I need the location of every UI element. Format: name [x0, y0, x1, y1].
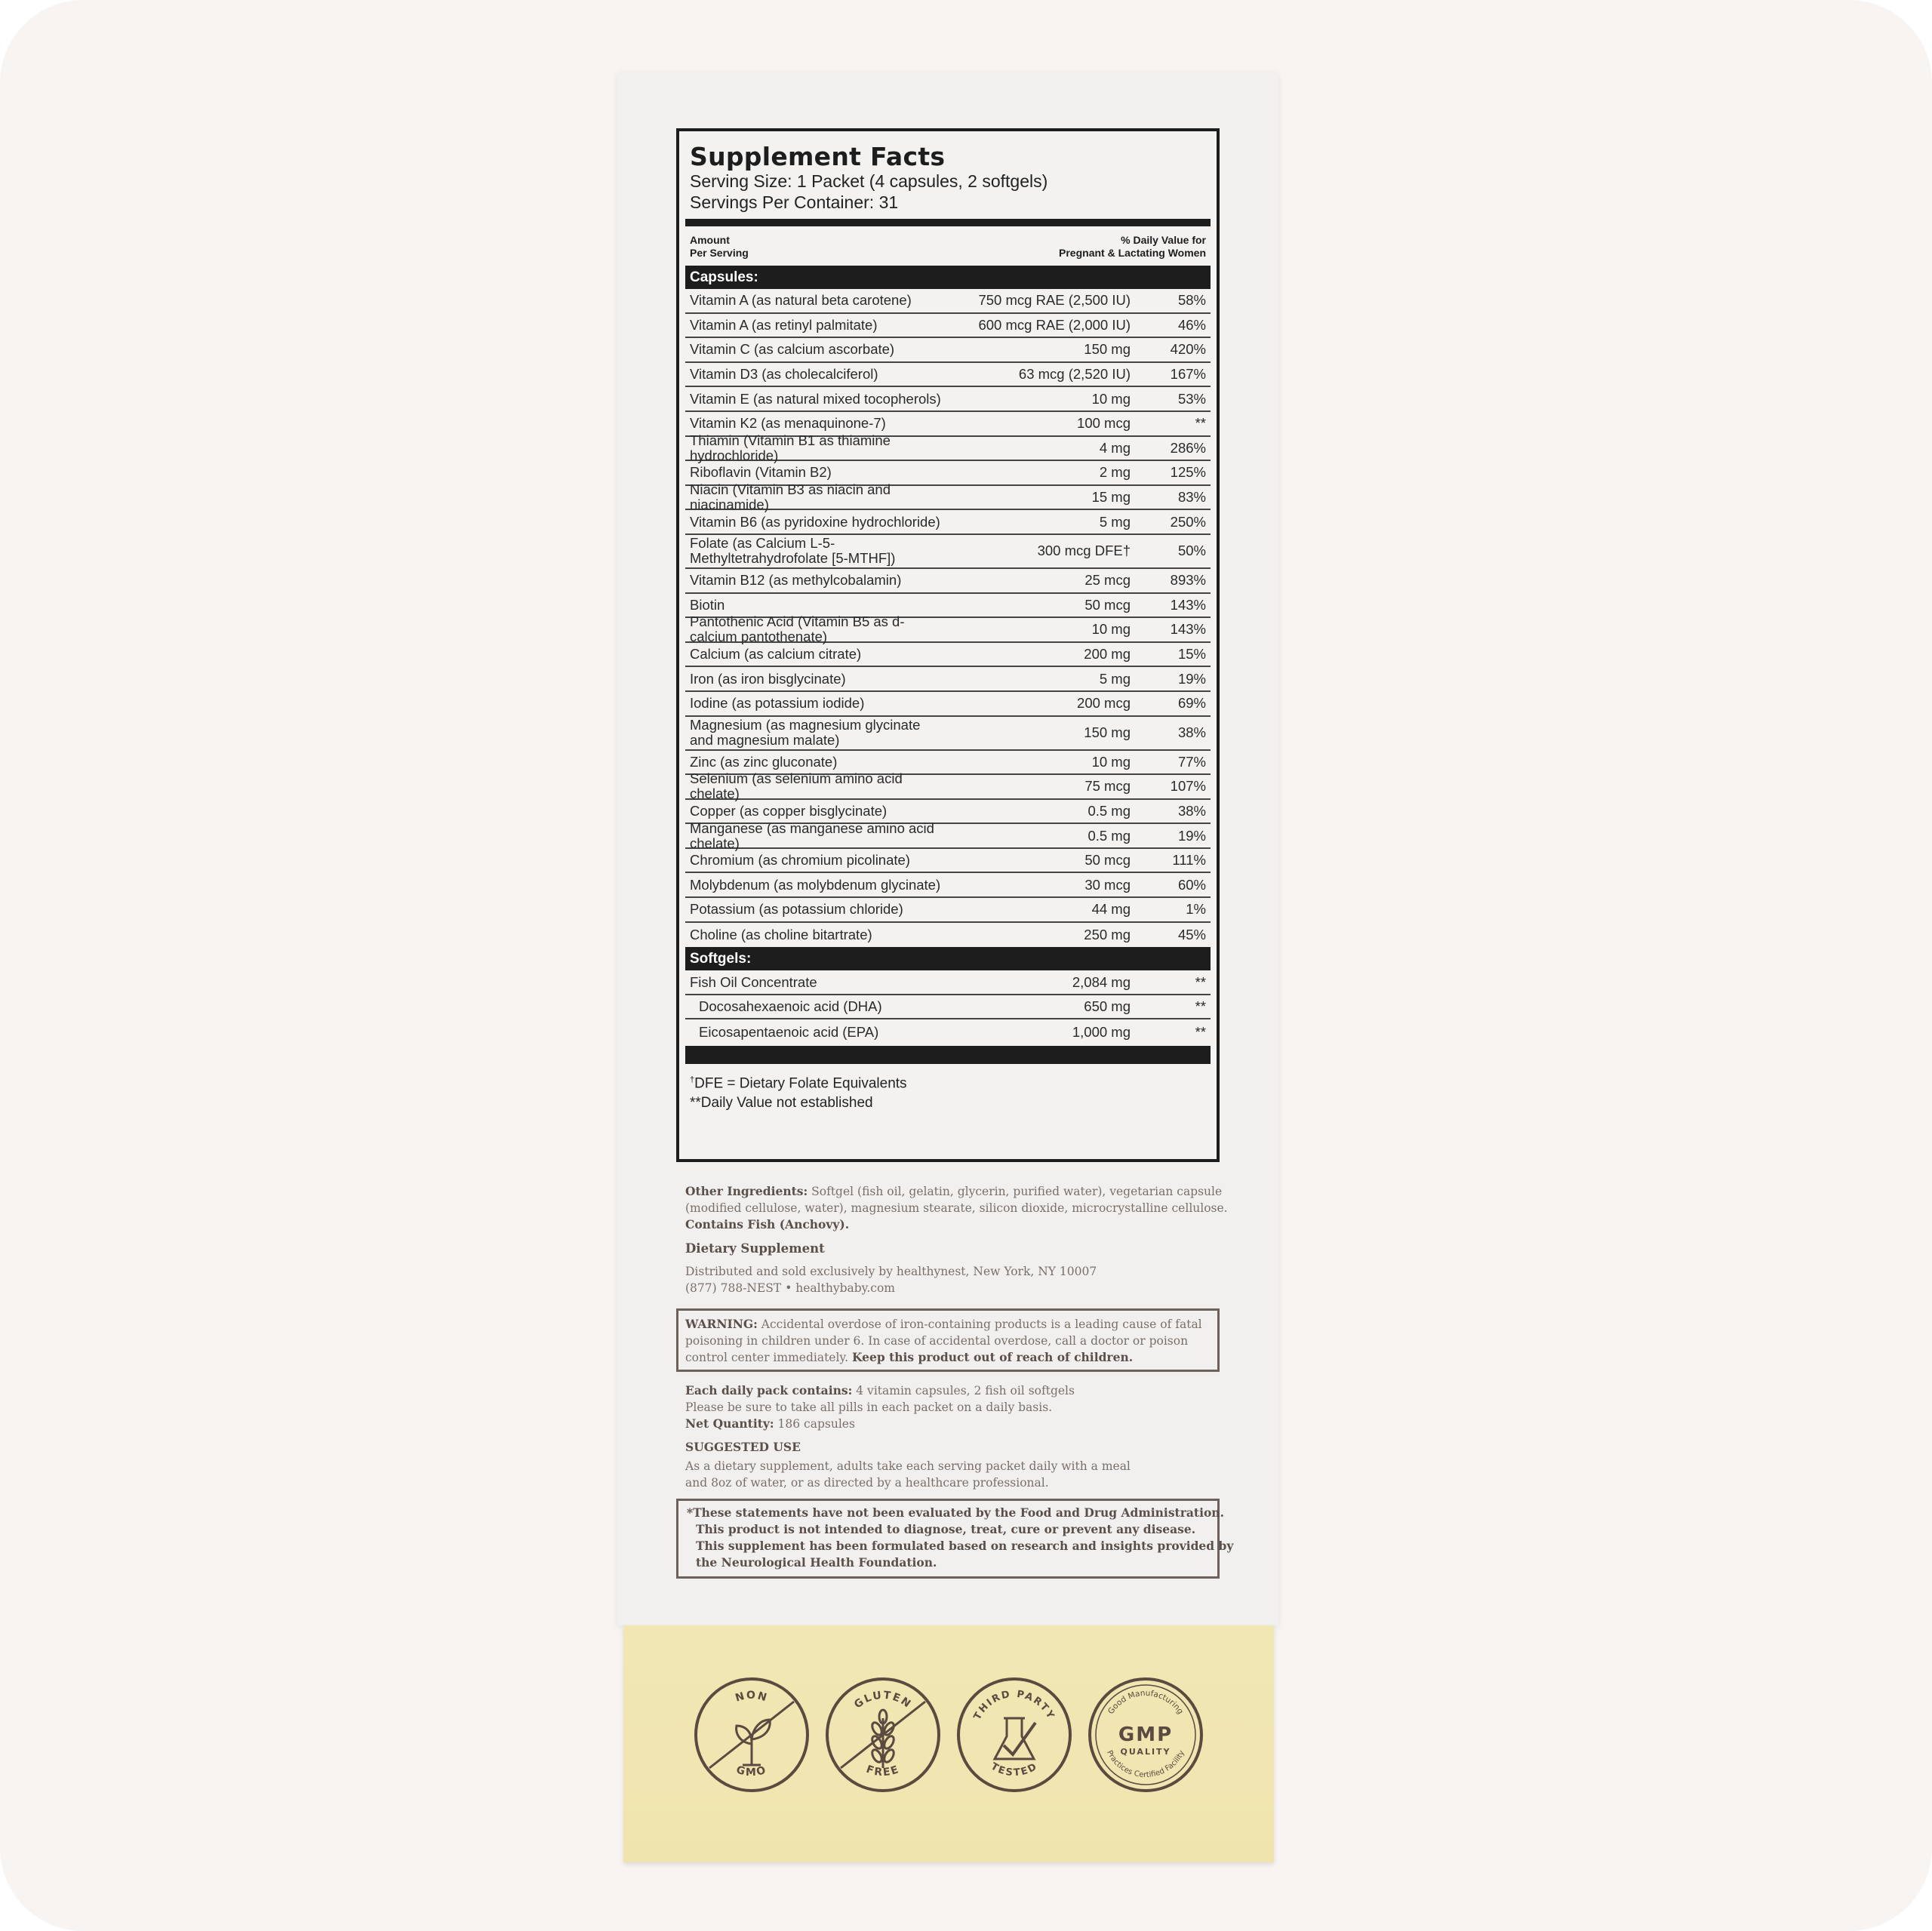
nutrient-daily-value: 58%	[1177, 292, 1206, 309]
nutrient-name: Docosahexaenoic acid (DHA)	[699, 998, 882, 1015]
nutrient-amount: 2 mg	[1099, 464, 1131, 481]
nutrient-name: Vitamin C (as calcium ascorbate)	[690, 341, 895, 358]
flask-check-icon	[955, 1676, 1073, 1794]
gmp-quality-badge	[1087, 1676, 1204, 1794]
nutrient-daily-value: 38%	[1177, 724, 1206, 740]
nutrient-name: Vitamin B12 (as methylcobalamin)	[690, 572, 902, 589]
dv-header-2: Pregnant & Lactating Women	[1059, 247, 1206, 259]
table-row	[685, 338, 1211, 363]
table-row	[685, 923, 1211, 948]
table-row	[685, 613, 1211, 645]
svg-text:GLUTEN: GLUTEN	[852, 1689, 914, 1711]
footnote-dfe: †DFE = Dietary Folate Equivalents	[690, 1075, 907, 1092]
dietary-supplement-label: Dietary Supplement	[685, 1241, 825, 1256]
table-row	[685, 289, 1211, 314]
pack-contents: Each daily pack contains: 4 vitamin capsules, 2 fish oil softgels Please be sure to take all pills in each packet on a daily basis. Net Quantity: 186 capsules	[685, 1383, 1075, 1431]
nutrient-amount: 0.5 mg	[1088, 802, 1131, 819]
column-header	[685, 226, 1211, 266]
nutrient-name: Magnesium (as magnesium glycinate and magnesium malate)	[690, 717, 921, 748]
nutrient-daily-value: 1%	[1186, 901, 1206, 918]
third-party-tested-badge	[955, 1676, 1073, 1794]
nutrient-name: Folate (as Calcium L-5- Methyltetrahydrofolate [5-MTHF])	[690, 535, 896, 567]
gluten-free-badge	[824, 1676, 942, 1794]
nutrient-name: Niacin (Vitamin B3 as niacin and niacinamide)	[690, 481, 891, 513]
softgels-section-label: Softgels:	[685, 947, 1211, 970]
svg-text:Good Manufacturing: Good Manufacturing	[1106, 1688, 1186, 1716]
nutrient-daily-value: **	[1195, 415, 1206, 432]
non-gmo-icon	[693, 1676, 811, 1794]
table-row	[685, 314, 1211, 339]
nutrient-daily-value: 420%	[1170, 341, 1206, 358]
table-row	[685, 970, 1211, 995]
softgels-table	[685, 970, 1211, 1044]
nutrient-name: Molybdenum (as molybdenum glycinate)	[690, 876, 941, 893]
nutrient-amount: 10 mg	[1091, 390, 1131, 407]
servings-per-container: Servings Per Container: 31	[690, 192, 899, 212]
nutrient-amount: 25 mcg	[1084, 572, 1131, 589]
nutrient-daily-value: 143%	[1170, 621, 1206, 638]
nutrient-amount: 650 mg	[1084, 998, 1131, 1015]
nutrient-amount: 750 mcg RAE (2,500 IU)	[978, 292, 1131, 309]
serving-size: Serving Size: 1 Packet (4 capsules, 2 softgels)	[690, 171, 1048, 191]
nutrient-daily-value: 893%	[1170, 572, 1206, 589]
nutrient-name: Choline (as choline bitartrate)	[690, 926, 872, 942]
table-row	[685, 898, 1211, 923]
nutrient-amount: 15 mg	[1091, 489, 1131, 506]
nutrient-name: Riboflavin (Vitamin B2)	[690, 464, 832, 481]
table-row	[685, 995, 1211, 1020]
warning-text: WARNING: Accidental overdose of iron-containing products is a leading cause of fatal poisoning in children under 6. In case of accidental overdose, call a doctor or poison control center immediately. Keep this product out of reach of children.	[685, 1317, 1202, 1364]
svg-text:GMO: GMO	[734, 1763, 769, 1779]
nutrient-name: Manganese (as manganese amino acid chelate)	[690, 819, 934, 851]
capsules-section-label: Capsules:	[685, 266, 1211, 289]
svg-text:NON: NON	[734, 1690, 770, 1705]
nutrient-name: Zinc (as zinc gluconate)	[690, 753, 838, 770]
nutrient-daily-value: **	[1195, 1023, 1206, 1040]
nutrient-name: Vitamin D3 (as cholecalciferol)	[690, 366, 878, 383]
table-row	[685, 667, 1211, 692]
nutrient-name: Iron (as iron bisglycinate)	[690, 670, 846, 687]
nutrient-daily-value: 45%	[1177, 926, 1206, 942]
nutrient-amount: 150 mg	[1084, 724, 1131, 740]
nutrient-daily-value: 286%	[1170, 439, 1206, 456]
table-row	[685, 849, 1211, 874]
table-row	[685, 363, 1211, 388]
nutrient-amount: 1,000 mg	[1072, 1023, 1131, 1040]
nutrient-amount: 600 mcg RAE (2,000 IU)	[978, 316, 1131, 333]
nutrient-amount: 10 mg	[1091, 621, 1131, 638]
nutrient-name: Eicosapentaenoic acid (EPA)	[699, 1023, 879, 1040]
nutrient-amount: 300 mcg DFE†	[1037, 543, 1131, 559]
svg-text:TESTED: TESTED	[989, 1760, 1040, 1779]
nutrient-amount: 250 mg	[1084, 926, 1131, 942]
suggested-use-heading: SUGGESTED USE	[685, 1440, 801, 1454]
svg-text:QUALITY: QUALITY	[1120, 1747, 1171, 1757]
svg-text:GMP: GMP	[1118, 1723, 1174, 1746]
nutrient-amount: 63 mcg (2,520 IU)	[1018, 366, 1131, 383]
nutrient-name: Vitamin A (as retinyl palmitate)	[690, 316, 878, 333]
nutrient-daily-value: 46%	[1177, 316, 1206, 333]
nutrient-name: Vitamin E (as natural mixed tocopherols)	[690, 390, 941, 407]
svg-text:Practices Certified Facility: Practices Certified Facility	[1105, 1749, 1186, 1780]
nutrient-daily-value: 15%	[1177, 646, 1206, 663]
nutrient-daily-value: 111%	[1172, 852, 1206, 869]
nutrient-amount: 0.5 mg	[1088, 827, 1131, 844]
table-row	[685, 770, 1211, 802]
gmp-seal-icon	[1087, 1676, 1204, 1794]
nutrient-amount: 75 mcg	[1084, 778, 1131, 795]
table-row	[685, 432, 1211, 463]
non-gmo-badge	[693, 1676, 811, 1794]
nutrient-daily-value: 69%	[1177, 695, 1206, 712]
nutrient-name: Pantothenic Acid (Vitamin B5 as d-calcium pantothenate)	[690, 613, 905, 645]
thick-rule-bottom	[685, 1046, 1211, 1064]
nutrient-name: Selenium (as selenium amino acid chelate)	[690, 770, 903, 802]
fda-disclaimer-text: *These statements have not been evaluated by the Food and Drug Administration. This product is not intended to diagnose, treat, cure or prevent any disease. This supplement has been formulated based on research and insights provided by the Neurological Health Foundation.	[687, 1505, 1234, 1570]
nutrient-amount: 5 mg	[1099, 513, 1131, 530]
nutrient-daily-value: 19%	[1177, 670, 1206, 687]
suggested-use-text: As a dietary supplement, adults take each serving packet daily with a meal and 8oz of water, or as directed by a healthcare professional.	[685, 1459, 1131, 1490]
nutrient-daily-value: 250%	[1170, 513, 1206, 530]
nutrient-amount: 5 mg	[1099, 670, 1131, 687]
nutrient-daily-value: 107%	[1170, 778, 1206, 795]
wheat-icon	[824, 1676, 942, 1794]
svg-text:FREE: FREE	[864, 1763, 902, 1779]
nutrient-name: Vitamin A (as natural beta carotene)	[690, 292, 912, 309]
table-row	[685, 535, 1211, 569]
nutrient-name: Calcium (as calcium citrate)	[690, 646, 862, 663]
table-row	[685, 481, 1211, 513]
nutrient-name: Fish Oil Concentrate	[690, 973, 817, 990]
nutrient-daily-value: 19%	[1177, 827, 1206, 844]
table-row	[685, 819, 1211, 851]
thick-rule	[685, 219, 1211, 226]
nutrient-name: Chromium (as chromium picolinate)	[690, 852, 910, 869]
table-row	[685, 643, 1211, 668]
nutrient-daily-value: 125%	[1170, 464, 1206, 481]
svg-text:THIRD PARTY: THIRD PARTY	[971, 1688, 1057, 1722]
nutrient-name: Potassium (as potassium chloride)	[690, 901, 903, 918]
nutrient-amount: 100 mcg	[1077, 415, 1131, 432]
table-row	[685, 387, 1211, 412]
amount-header-2: Per Serving	[690, 247, 749, 259]
dv-header-1: % Daily Value for	[1121, 234, 1206, 246]
facts-title: Supplement Facts	[690, 142, 946, 171]
nutrient-amount: 30 mcg	[1084, 876, 1131, 893]
nutrient-name: Biotin	[690, 596, 725, 613]
nutrient-daily-value: **	[1195, 998, 1206, 1015]
table-row	[685, 717, 1211, 751]
other-ingredients: Other Ingredients: Softgel (fish oil, gelatin, glycerin, purified water), vegetarian capsule (modified cellulose, water), magnesium stearate, silicon dioxide, microcrystalline cellulose. Contains Fish (Anchovy).	[685, 1184, 1228, 1231]
nutrient-daily-value: 143%	[1170, 596, 1206, 613]
distributor-info: Distributed and sold exclusively by healthynest, New York, NY 10007 (877) 788-NEST • healthybaby.com	[685, 1265, 1097, 1295]
footnote-dv: **Daily Value not established	[690, 1095, 873, 1112]
nutrient-daily-value: 38%	[1177, 802, 1206, 819]
table-row	[685, 1019, 1211, 1044]
nutrient-daily-value: 83%	[1177, 489, 1206, 506]
nutrient-amount: 150 mg	[1084, 341, 1131, 358]
nutrient-amount: 200 mg	[1084, 646, 1131, 663]
nutrient-amount: 10 mg	[1091, 753, 1131, 770]
nutrient-name: Vitamin B6 (as pyridoxine hydrochloride)	[690, 513, 940, 530]
nutrient-daily-value: 50%	[1177, 543, 1206, 559]
nutrient-name: Thiamin (Vitamin B1 as thiamine hydrochloride)	[690, 432, 891, 463]
nutrient-amount: 200 mcg	[1077, 695, 1131, 712]
nutrient-daily-value: 60%	[1177, 876, 1206, 893]
nutrient-amount: 50 mcg	[1084, 596, 1131, 613]
nutrient-name: Iodine (as potassium iodide)	[690, 695, 865, 712]
table-row	[685, 510, 1211, 535]
amount-header-1: Amount	[690, 234, 730, 246]
nutrient-amount: 4 mg	[1099, 439, 1131, 456]
nutrient-name: Vitamin K2 (as menaquinone-7)	[690, 415, 886, 432]
nutrient-daily-value: 167%	[1170, 366, 1206, 383]
nutrient-daily-value: 77%	[1177, 753, 1206, 770]
nutrient-amount: 44 mg	[1091, 901, 1131, 918]
footnotes	[685, 1064, 1211, 1113]
nutrient-daily-value: 53%	[1177, 390, 1206, 407]
table-row	[685, 873, 1211, 898]
supplement-facts-panel	[676, 128, 1220, 1162]
table-row	[685, 569, 1211, 594]
nutrient-daily-value: **	[1195, 973, 1206, 990]
capsules-table	[685, 289, 1211, 947]
nutrient-amount: 50 mcg	[1084, 852, 1131, 869]
nutrient-amount: 2,084 mg	[1072, 973, 1131, 990]
nutrient-name: Copper (as copper bisglycinate)	[690, 802, 888, 819]
table-row	[685, 692, 1211, 717]
